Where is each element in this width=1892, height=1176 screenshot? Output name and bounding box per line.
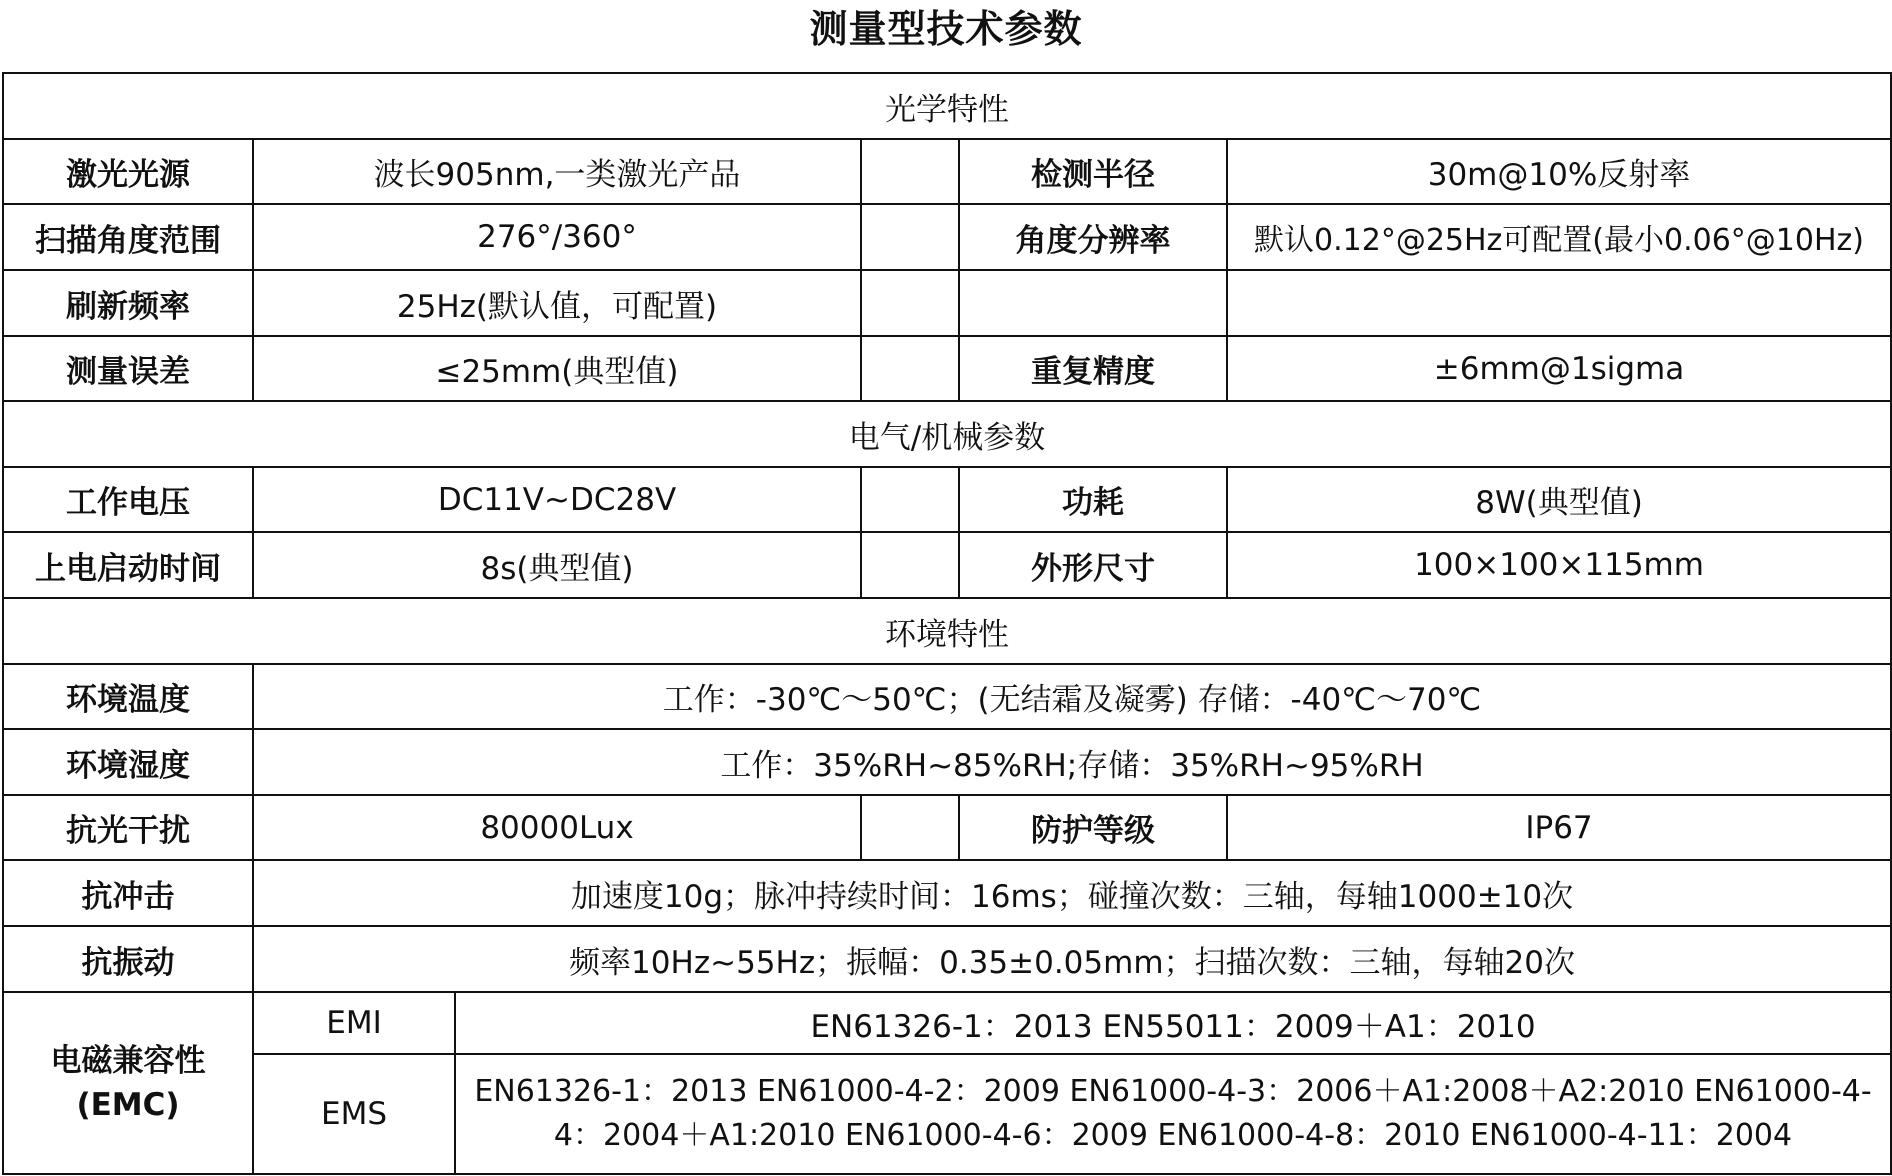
protection-level-value: IP67 (1227, 795, 1891, 860)
dimensions-label: 外形尺寸 (959, 532, 1227, 598)
emi-value: EN61326-1：2013 EN55011：2009＋A1：2010 (455, 992, 1891, 1054)
humidity-value: 工作：35%RH~85%RH;存储：35%RH~95%RH (253, 729, 1891, 795)
temperature-label: 环境温度 (3, 664, 253, 729)
section-header-optical: 光学特性 (3, 73, 1891, 139)
repeatability-value: ±6mm@1sigma (1227, 336, 1891, 401)
light-interference-value: 80000Lux (253, 795, 861, 860)
repeatability-label: 重复精度 (959, 336, 1227, 401)
detection-radius-value: 30m@10%反射率 (1227, 139, 1891, 204)
angular-resolution-value: 默认0.12°@25Hz可配置(最小0.06°@10Hz) (1227, 204, 1891, 270)
emc-label: 电磁兼容性(EMC) (3, 992, 253, 1174)
ems-value: EN61326-1：2013 EN61000-4-2：2009 EN61000-4-3：2006＋A1:2008＋A2:2010 EN61000-4-4：2004＋A1:2010 EN61000-4-6：2009 EN61000-4-8：2010 EN61000-4-11：2004 (455, 1054, 1891, 1174)
power-label: 功耗 (959, 467, 1227, 532)
empty-cell (861, 139, 959, 204)
empty-cell (959, 270, 1227, 336)
laser-source-value: 波长905nm,一类激光产品 (253, 139, 861, 204)
section-header-electrical: 电气/机械参数 (3, 401, 1891, 467)
voltage-label: 工作电压 (3, 467, 253, 532)
page-title: 测量型技术参数 (809, 6, 1083, 51)
section-header-environment: 环境特性 (3, 598, 1891, 664)
measurement-error-label: 测量误差 (3, 336, 253, 401)
empty-cell (861, 336, 959, 401)
temperature-value: 工作：-30℃～50℃；(无结霜及凝雾) 存储：-40℃～70℃ (253, 664, 1891, 729)
light-interference-label: 抗光干扰 (3, 795, 253, 860)
vibration-resistance-label: 抗振动 (3, 926, 253, 992)
empty-cell (861, 204, 959, 270)
protection-level-label: 防护等级 (959, 795, 1227, 860)
humidity-label: 环境湿度 (3, 729, 253, 795)
empty-cell (861, 532, 959, 598)
ems-label: EMS (253, 1054, 455, 1174)
startup-time-value: 8s(典型值) (253, 532, 861, 598)
refresh-rate-label: 刷新频率 (3, 270, 253, 336)
refresh-rate-value: 25Hz(默认值，可配置) (253, 270, 861, 336)
empty-cell (1227, 270, 1891, 336)
shock-resistance-value: 加速度10g；脉冲持续时间：16ms；碰撞次数：三轴，每轴1000±10次 (253, 860, 1891, 926)
empty-cell (861, 270, 959, 336)
emi-label: EMI (253, 992, 455, 1054)
power-value: 8W(典型值) (1227, 467, 1891, 532)
empty-cell (861, 795, 959, 860)
vibration-resistance-value: 频率10Hz~55Hz；振幅：0.35±0.05mm；扫描次数：三轴，每轴20次 (253, 926, 1891, 992)
empty-cell (861, 467, 959, 532)
voltage-value: DC11V~DC28V (253, 467, 861, 532)
dimensions-value: 100×100×115mm (1227, 532, 1891, 598)
scan-angle-label: 扫描角度范围 (3, 204, 253, 270)
laser-source-label: 激光光源 (3, 139, 253, 204)
detection-radius-label: 检测半径 (959, 139, 1227, 204)
measurement-error-value: ≤25mm(典型值) (253, 336, 861, 401)
shock-resistance-label: 抗冲击 (3, 860, 253, 926)
angular-resolution-label: 角度分辨率 (959, 204, 1227, 270)
scan-angle-value: 276°/360° (253, 204, 861, 270)
spec-table (2, 72, 1892, 1175)
startup-time-label: 上电启动时间 (3, 532, 253, 598)
